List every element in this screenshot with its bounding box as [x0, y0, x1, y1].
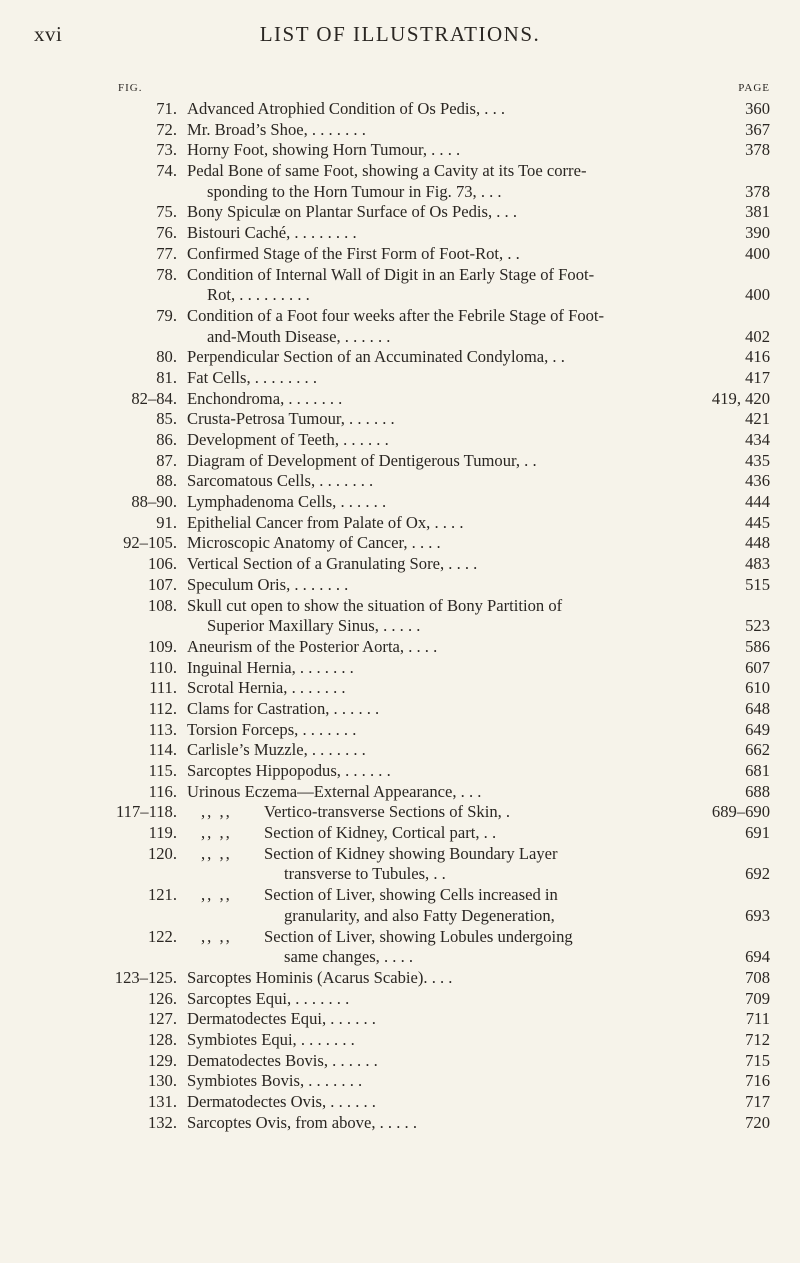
list-item — [0, 885, 800, 926]
entry-title-line: Condition of a Foot four weeks after the Febrile Stage of Foot- — [187, 305, 605, 325]
figure-number: 127. — [147, 1009, 177, 1029]
figure-number: 88–90. — [131, 492, 177, 512]
entry-title — [187, 306, 720, 347]
list-item — [0, 409, 800, 430]
page-reference: 691 — [745, 823, 770, 843]
list-item — [0, 575, 800, 596]
figure-number: 114. — [148, 740, 177, 760]
figure-number: 110. — [148, 657, 177, 677]
entry-title-line: Enchondroma, . . . . . . . — [187, 388, 343, 408]
figure-number: 115. — [148, 761, 177, 780]
figure-number: 72. — [156, 119, 177, 139]
entry-title — [187, 1092, 720, 1113]
page-reference: 444 — [745, 492, 770, 512]
entry-title-line: Pedal Bone of same Foot, showing a Cavity at its Toe corre- — [187, 161, 587, 181]
list-item — [0, 989, 800, 1010]
page-reference: 402 — [745, 326, 770, 346]
page-reference: 662 — [745, 740, 770, 760]
entry-title-line: sponding to the Horn Tumour in Fig. 73, . . . — [207, 181, 502, 201]
figure-number: 79. — [156, 305, 177, 325]
entry-title-line: Superior Maxillary Sinus, . . . . . — [207, 616, 421, 636]
entry-title — [187, 492, 720, 513]
page-reference: 421 — [745, 409, 770, 429]
entry-title — [187, 1009, 720, 1030]
entry-title-line: Urinous Eczema—External Appearance, . . . — [187, 781, 482, 801]
ditto-marks: ,, ,, — [201, 926, 232, 946]
entry-title-line: transverse to Tubules, . . — [284, 864, 446, 884]
page-reference: 445 — [745, 512, 770, 532]
entry-title-line: same changes, . . . . — [284, 947, 414, 967]
list-item — [0, 844, 800, 885]
figure-number: 86. — [156, 430, 177, 449]
list-item — [0, 492, 800, 513]
entry-title — [187, 120, 720, 141]
list-item — [0, 347, 800, 368]
entry-title-line: Sarcomatous Cells, . . . . . . . — [187, 471, 374, 491]
figure-number: 116. — [148, 781, 177, 801]
figure-number: 131. — [147, 1092, 177, 1111]
entry-title — [187, 1071, 720, 1092]
entry-title-line: Confirmed Stage of the First Form of Foot-Rot, . . — [187, 243, 520, 263]
figure-number: 78. — [156, 264, 177, 284]
entry-title-line: Scrotal Hernia, . . . . . . . — [187, 678, 346, 698]
entry-title-line: Vertical Section of a Granulating Sore, . . . . — [187, 554, 478, 574]
figure-number: 111. — [149, 678, 177, 698]
list-item — [0, 244, 800, 265]
page-reference: 367 — [745, 119, 770, 139]
page-reference: 688 — [745, 781, 770, 801]
list-item — [0, 596, 800, 637]
entry-title — [264, 823, 720, 844]
page-reference: 681 — [745, 760, 770, 780]
figure-number: 88. — [156, 471, 177, 491]
figure-number: 80. — [156, 347, 177, 367]
figure-number: 122. — [147, 926, 177, 946]
page-reference: 709 — [745, 988, 770, 1008]
figure-number: 74. — [156, 161, 177, 181]
entry-title — [187, 430, 720, 451]
figure-number: 76. — [156, 223, 177, 243]
entry-title-line: Diagram of Development of Dentigerous Tumour, . . — [187, 450, 537, 470]
list-item — [0, 740, 800, 761]
page-reference: 378 — [745, 181, 770, 201]
page-reference: 434 — [745, 429, 770, 449]
entry-title-line: Sarcoptes Ovis, from above, . . . . . — [187, 1112, 417, 1132]
list-item — [0, 430, 800, 451]
entry-title — [187, 989, 720, 1010]
list-item — [0, 782, 800, 803]
list-item — [0, 699, 800, 720]
entry-title-line: Dermatodectes Ovis, . . . . . . — [187, 1092, 376, 1111]
entry-title-line: Section of Liver, showing Cells increased in — [264, 885, 558, 905]
figure-number: 129. — [147, 1050, 177, 1070]
entry-title — [187, 161, 720, 202]
figure-number: 73. — [156, 140, 177, 160]
page-reference: 416 — [745, 347, 770, 367]
list-item — [0, 389, 800, 410]
list-item — [0, 637, 800, 658]
figure-number: 85. — [156, 409, 177, 429]
list-item — [0, 1071, 800, 1092]
entry-title — [187, 389, 720, 410]
entry-title-line: Crusta-Petrosa Tumour, . . . . . . — [187, 409, 395, 429]
entry-title — [187, 368, 720, 389]
entry-title-line: Carlisle’s Muzzle, . . . . . . . — [187, 740, 366, 760]
entry-title — [187, 471, 720, 492]
figure-number: 81. — [156, 367, 177, 387]
page-reference: 607 — [745, 657, 770, 677]
entry-title-line: Epithelial Cancer from Palate of Ox, . . . . — [187, 512, 464, 532]
page-reference: 435 — [745, 450, 770, 470]
figure-number: 132. — [147, 1112, 177, 1132]
list-item — [0, 533, 800, 554]
page-reference: 515 — [745, 574, 770, 594]
list-item — [0, 223, 800, 244]
entry-title-line: Mr. Broad’s Shoe, . . . . . . . — [187, 119, 366, 139]
figure-number: 77. — [156, 243, 177, 263]
entry-title-line: Horny Foot, showing Horn Tumour, . . . . — [187, 140, 461, 160]
entry-title — [187, 223, 720, 244]
list-item — [0, 368, 800, 389]
entry-title-line: Section of Kidney showing Boundary Layer — [264, 843, 558, 863]
entry-title — [187, 968, 720, 989]
figure-number: 112. — [148, 698, 177, 718]
entry-title — [187, 533, 720, 554]
ditto-marks: ,, ,, — [201, 885, 232, 905]
figure-number: 123–125. — [114, 967, 177, 987]
entry-title-line: Skull cut open to show the situation of Bony Partition of — [187, 595, 563, 615]
entry-title — [187, 678, 720, 699]
entry-title — [187, 554, 720, 575]
list-item — [0, 658, 800, 679]
entry-title — [264, 844, 720, 885]
list-item — [0, 265, 800, 306]
entry-title — [187, 140, 720, 161]
list-item — [0, 1092, 800, 1113]
page-reference: 436 — [745, 471, 770, 491]
entry-title — [187, 99, 720, 120]
entry-title-line: Sarcoptes Hominis (Acarus Scabie). . . . — [187, 967, 453, 987]
page-reference: 417 — [745, 367, 770, 387]
list-item — [0, 1113, 800, 1134]
page-reference: 419, 420 — [711, 388, 770, 408]
list-item — [0, 968, 800, 989]
entry-title-line: Dematodectes Bovis, . . . . . . — [187, 1050, 378, 1070]
entry-title-line: Sarcoptes Equi, . . . . . . . — [187, 988, 350, 1008]
entry-title — [187, 347, 720, 368]
entry-title — [187, 720, 720, 741]
page-reference: 712 — [745, 1029, 770, 1049]
entry-title — [187, 513, 720, 534]
entry-title-line: Section of Kidney, Cortical part, . . — [264, 823, 497, 843]
entry-title — [187, 1030, 720, 1051]
page-reference: 400 — [745, 243, 770, 263]
list-item — [0, 140, 800, 161]
figure-number: 128. — [147, 1029, 177, 1049]
figure-number: 71. — [156, 99, 177, 118]
page-reference: 360 — [745, 98, 770, 118]
entry-title-line: Development of Teeth, . . . . . . — [187, 430, 389, 449]
figure-number: 107. — [147, 574, 177, 594]
running-title: LIST OF ILLUSTRATIONS. — [259, 22, 541, 46]
page-reference: 689–690 — [711, 802, 770, 822]
ditto-marks: ,, ,, — [201, 843, 232, 863]
entry-title-line: Advanced Atrophied Condition of Os Pedis, . . . — [187, 99, 506, 118]
page-reference: 648 — [745, 698, 770, 718]
page-reference: 610 — [745, 678, 770, 698]
illustration-list — [0, 99, 800, 1133]
page-reference: 716 — [745, 1071, 770, 1091]
page-reference: 717 — [745, 1091, 770, 1111]
entry-title — [187, 575, 720, 596]
page-reference: 720 — [745, 1112, 770, 1132]
entry-title — [187, 265, 720, 306]
page-reference: 378 — [745, 140, 770, 160]
figure-number: 117–118. — [116, 802, 177, 822]
ditto-marks: ,, ,, — [201, 823, 232, 843]
page-reference: 715 — [745, 1050, 770, 1070]
list-item — [0, 161, 800, 202]
page-reference: 400 — [745, 285, 770, 305]
page-reference: 448 — [745, 533, 770, 553]
entry-title-line: Rot, . . . . . . . . . — [207, 285, 310, 305]
page-reference: 586 — [745, 636, 770, 656]
entry-title — [187, 637, 720, 658]
entry-title-line: and-Mouth Disease, . . . . . . — [207, 326, 391, 346]
entry-title-line: Speculum Oris, . . . . . . . — [187, 574, 349, 594]
entry-title — [187, 782, 720, 803]
list-item — [0, 802, 800, 823]
entry-title — [187, 451, 720, 472]
entry-title — [264, 885, 720, 926]
figure-number: 109. — [147, 636, 177, 656]
list-item — [0, 306, 800, 347]
page-reference: 693 — [745, 905, 770, 925]
figure-number: 82–84. — [131, 388, 177, 408]
list-item — [0, 761, 800, 782]
list-item — [0, 1009, 800, 1030]
entry-title — [187, 658, 720, 679]
entry-title-line: Vertico-transverse Sections of Skin, . — [264, 802, 511, 822]
list-item — [0, 471, 800, 492]
entry-title-line: Perpendicular Section of an Accuminated Condyloma, . . — [187, 347, 565, 367]
entry-title-line: Bony Spiculæ on Plantar Surface of Os Pedis, . . . — [187, 202, 518, 222]
entry-title — [187, 409, 720, 430]
figure-number: 92–105. — [123, 533, 177, 553]
entry-title — [187, 596, 720, 637]
page-reference: 694 — [745, 947, 770, 967]
entry-title-line: Section of Liver, showing Lobules undergoing — [264, 926, 573, 946]
list-item — [0, 823, 800, 844]
page-reference: 483 — [745, 554, 770, 574]
figure-number: 106. — [147, 554, 177, 574]
page-number: xvi — [34, 22, 63, 46]
entry-title-line: Aneurism of the Posterior Aorta, . . . . — [187, 636, 438, 656]
list-item — [0, 99, 800, 120]
list-item — [0, 554, 800, 575]
entry-title-line: Dermatodectes Equi, . . . . . . — [187, 1009, 376, 1029]
page-reference: 708 — [745, 967, 770, 987]
entry-title — [264, 927, 720, 968]
figure-number: 120. — [147, 843, 177, 863]
page-reference: 692 — [745, 864, 770, 884]
list-item — [0, 927, 800, 968]
figure-number: 87. — [156, 450, 177, 470]
figure-number: 91. — [156, 512, 177, 532]
entry-title — [187, 244, 720, 265]
figure-number: 108. — [147, 595, 177, 615]
entry-title-line: Symbiotes Equi, . . . . . . . — [187, 1029, 355, 1049]
list-item — [0, 720, 800, 741]
figure-number: 113. — [148, 719, 177, 739]
entry-title-line: Sarcoptes Hippopodus, . . . . . . — [187, 761, 391, 780]
entry-title — [264, 802, 720, 823]
entry-title — [187, 761, 720, 782]
list-item — [0, 1051, 800, 1072]
figure-number: 126. — [147, 988, 177, 1008]
figure-number: 130. — [147, 1071, 177, 1091]
entry-title-line: Microscopic Anatomy of Cancer, . . . . — [187, 533, 441, 553]
entry-title-line: granularity, and also Fatty Degeneration, — [284, 905, 555, 925]
entry-title-line: Fat Cells, . . . . . . . . — [187, 367, 317, 387]
list-item — [0, 451, 800, 472]
entry-title — [187, 202, 720, 223]
entry-title-line: Inguinal Hernia, . . . . . . . — [187, 657, 354, 677]
entry-title — [187, 1113, 720, 1134]
page-reference: 381 — [745, 202, 770, 222]
page-reference: 711 — [745, 1009, 770, 1029]
figure-number: 75. — [156, 202, 177, 222]
list-item — [0, 202, 800, 223]
ditto-marks: ,, ,, — [201, 802, 232, 822]
list-item — [0, 678, 800, 699]
figure-number: 119. — [148, 823, 177, 843]
column-heading-fig: FIG. — [118, 82, 143, 94]
list-item — [0, 513, 800, 534]
page-reference: 523 — [745, 616, 770, 636]
entry-title — [187, 740, 720, 761]
figure-number: 121. — [147, 885, 177, 905]
entry-title-line: Clams for Castration, . . . . . . — [187, 698, 380, 718]
entry-title-line: Bistouri Caché, . . . . . . . . — [187, 223, 357, 243]
list-item — [0, 1030, 800, 1051]
entry-title-line: Symbiotes Bovis, . . . . . . . — [187, 1071, 363, 1091]
entry-title — [187, 699, 720, 720]
page-reference: 649 — [745, 719, 770, 739]
entry-title-line: Condition of Internal Wall of Digit in an Early Stage of Foot- — [187, 264, 595, 284]
list-item — [0, 120, 800, 141]
entry-title — [187, 1051, 720, 1072]
entry-title-line: Lymphadenoma Cells, . . . . . . — [187, 492, 387, 512]
entry-title-line: Torsion Forceps, . . . . . . . — [187, 719, 357, 739]
page-reference: 390 — [745, 223, 770, 243]
column-heading-page: PAGE — [738, 82, 770, 94]
